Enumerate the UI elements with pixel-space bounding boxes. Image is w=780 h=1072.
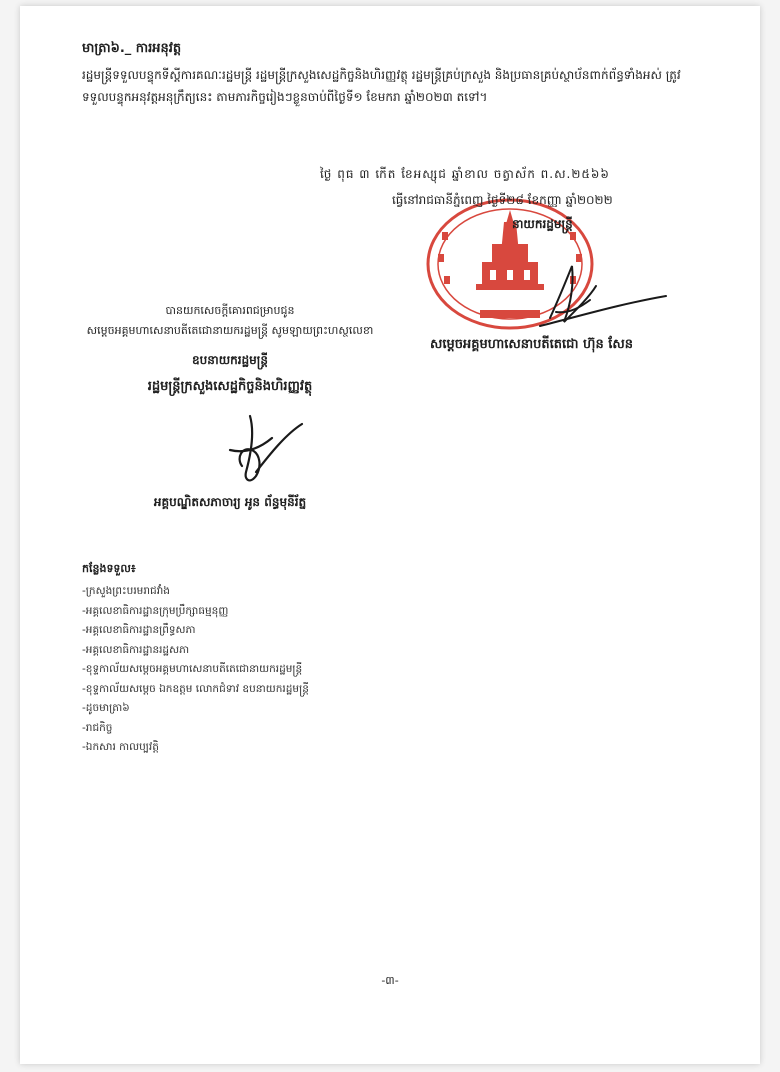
prime-minister-signature [520,256,670,336]
list-item: -ដូចមាត្រា៦ [82,702,130,714]
countersign-line-2: សម្ដេចអគ្គមហាសេនាបតីតេជោនាយករដ្ឋមន្ត្រី សូមឡាយព្រះហស្ថលេខា [86,324,374,337]
list-item: -ខុទ្ទកាល័យសម្ដេចអគ្គមហាសេនាបតីតេជោនាយករដ្ឋមន្ត្រី [82,663,303,675]
list-item: -ខុទ្ទកាល័យសម្ដេច ឯកឧត្តម លោកជំទាវ ឧបនាយករដ្ឋមន្ត្រី [82,682,309,695]
countersign-line-1: បានយកសេចក្ដីគោរពជម្រាបជូន [165,304,295,317]
minister-signature [200,410,310,490]
page-number: -៣- [381,974,399,987]
list-item: -អគ្គលេខាធិការដ្ឋានព្រឹទ្ធសភា [82,624,196,636]
recipients-list [82,582,309,758]
recipients-title: កន្លែងទទួល៖ [82,562,136,575]
article-title: មាត្រា៦._ ការអនុវត្ត [82,41,182,56]
article-paragraph: រដ្ឋមន្ត្រីទទួលបន្ទុកទីស្ដីការគណៈរដ្ឋមន្ត្រី រដ្ឋមន្ត្រីក្រសួងសេដ្ឋកិច្ចនិងហិរញ្ញវត្ថុ រដ្ឋមន្ត្រីគ្រប់ក្រសួង និងប្រធានគ្រប់ស្ថាប័នពាក់ព័ន្ធទាំងអស់ ត្រូវទទួលបន្ទុកអនុវត្តអនុក្រឹត្យនេះ តាមភារកិច្ចរៀងៗខ្លួនចាប់ពីថ្ងៃទី១ ខែមករា ឆ្នាំ២០២៣ តទៅ។ [82,68,681,104]
prime-minister-title: នាយករដ្ឋមន្ត្រី [512,217,573,231]
lunar-date: ថ្ងៃ ពុធ ៣ កើត ខែអស្សុជ ឆ្នាំខាល ចត្វាស័ក ព.ស.២៥៦៦ [320,167,610,181]
list-item: -ឯកសារ កាលប្បវត្តិ [82,741,159,753]
list-item: -អគ្គលេខាធិការដ្ឋានរដ្ឋសភា [82,643,190,656]
deputy-pm-title: ឧបនាយករដ្ឋមន្ត្រី [192,353,268,367]
prime-minister-name: សម្ដេចអគ្គមហាសេនាបតីតេជោ ហ៊ុន សែន [430,337,633,352]
solar-date: ធ្វើនៅរាជធានីភ្នំពេញ ថ្ងៃទី២៨ ខែកញ្ញា ឆ្នាំ២០២២ [392,193,613,207]
list-item: -ក្រសួងព្រះបរមរាជវាំង [82,585,170,597]
minister-title: រដ្ឋមន្ត្រីក្រសួងសេដ្ឋកិច្ចនិងហិរញ្ញវត្ថុ [147,379,313,394]
minister-name: អគ្គបណ្ឌិតសភាចារ្យ អូន ព័ន្ធមុនីរ័ត្ន [153,495,307,509]
list-item: -អគ្គលេខាធិការដ្ឋានក្រុមប្រឹក្សាធម្មនុញ្ញ [82,604,229,617]
document-page [20,6,760,1064]
list-item: -រាជកិច្ច [82,721,113,734]
